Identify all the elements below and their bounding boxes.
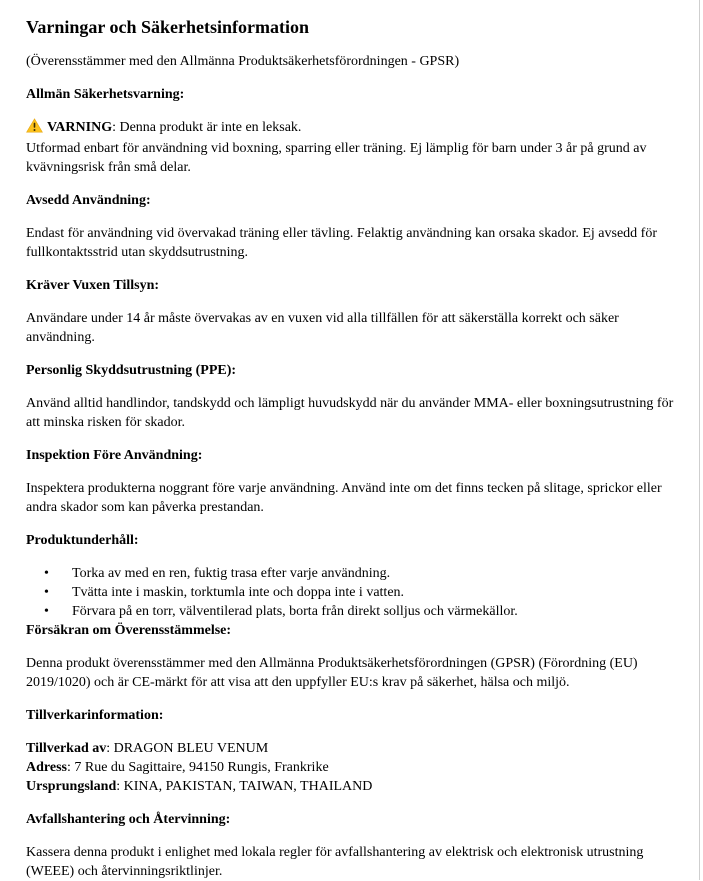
bullet-icon: •: [44, 566, 49, 581]
conformity-paragraph: Denna produkt överensstämmer med den Allmänna Produktsäkerhetsförordningen (GPSR) (Förordning (EU) 2019/1020) och är CE-märkt för att visa att den uppfyller EU:s krav på säkerhet, hälsa och miljö.: [26, 656, 638, 690]
intended-use-paragraph: Endast för användning vid övervakad träning eller tävling. Felaktig användning kan orsaka skador. Ej avsedd för fullkontaktsstrid utan skyddsutrustning.: [26, 226, 657, 260]
manufacturer-row-value: KINA, PAKISTAN, TAIWAN, THAILAND: [123, 779, 373, 794]
manufacturer-row-label: Tillverkad av: [26, 741, 107, 756]
separator: :: [112, 120, 120, 135]
list-item: [44, 602, 689, 621]
disposal-paragraph: Kassera denna produkt i enlighet med lokala regler för avfallshantering av elektrisk och elektronisk utrustning (WEEE) och återvinningsriktlinjer.: [26, 845, 644, 879]
heading-intended-use: Avsedd Användning:: [26, 193, 151, 208]
manufacturer-row: [26, 777, 689, 796]
warning-text: Denna produkt är inte en leksak.: [119, 120, 302, 135]
general-warning-body: Utformad enbart för användning vid boxning, sparring eller träning. Ej lämplig för barn under 3 år på grund av kvävningsrisk från små delar.: [26, 141, 647, 175]
list-item-text: Torka av med en ren, fuktig trasa efter varje användning.: [72, 566, 391, 581]
ppe-paragraph: Använd alltid handlindor, tandskydd och lämpligt huvudskydd när du använder MMA- eller boxningsutrustning för att minska risken för skador.: [26, 396, 674, 430]
inspection-paragraph: Inspektera produkterna noggrant före varje användning. Använd inte om det finns tecken på slitage, sprickor eller andra skador som kan påverka prestandan.: [26, 481, 662, 515]
list-item: [44, 583, 689, 602]
manufacturer-row: [26, 739, 689, 758]
heading-ppe: Personlig Skyddsutrustning (PPE):: [26, 363, 237, 378]
document-subtitle: (Överensstämmer med den Allmänna Produktsäkerhetsförordningen - GPSR): [26, 54, 460, 69]
manufacturer-row-value: DRAGON BLEU VENUM: [113, 741, 269, 756]
page-title: Varningar och Säkerhetsinformation: [26, 17, 310, 37]
adult-supervision-paragraph: Användare under 14 år måste övervakas av en vuxen vid alla tillfällen för att säkerställa korrekt och säker användning.: [26, 311, 619, 345]
bullet-icon: •: [44, 585, 49, 600]
general-warning-paragraph: [26, 118, 689, 177]
heading-general-warning: Allmän Säkerhetsvarning:: [26, 87, 185, 102]
page-right-edge-line: [699, 0, 700, 880]
list-item-text: Förvara på en torr, välventilerad plats, borta från direkt solljus och värmekällor.: [72, 604, 518, 619]
warning-label: VARNING: [47, 120, 113, 135]
manufacturer-row-label: Ursprungsland: [26, 779, 117, 794]
heading-conformity: Försäkran om Överensstämmelse:: [26, 623, 232, 638]
bullet-icon: •: [44, 604, 49, 619]
separator: :: [66, 760, 75, 775]
maintenance-bullet-list: [26, 564, 689, 621]
list-item-text: Tvätta inte i maskin, torktumla inte och doppa inte i vatten.: [72, 585, 405, 600]
heading-inspection: Inspektion Före Användning:: [26, 448, 203, 463]
separator: :: [116, 779, 124, 794]
heading-disposal: Avfallshantering och Återvinning:: [26, 812, 231, 827]
heading-manufacturer: Tillverkarinformation:: [26, 708, 164, 723]
manufacturer-row-label: Adress: [26, 760, 67, 775]
warning-icon: [26, 118, 43, 139]
manufacturer-info-block: [26, 739, 689, 796]
heading-adult-supervision: Kräver Vuxen Tillsyn:: [26, 278, 160, 293]
manufacturer-row-value: 7 Rue du Sagittaire, 94150 Rungis, Frankrike: [74, 760, 329, 775]
list-item: [44, 564, 689, 583]
manufacturer-row: [26, 758, 689, 777]
heading-maintenance: Produktunderhåll:: [26, 533, 139, 548]
separator: :: [106, 741, 114, 756]
